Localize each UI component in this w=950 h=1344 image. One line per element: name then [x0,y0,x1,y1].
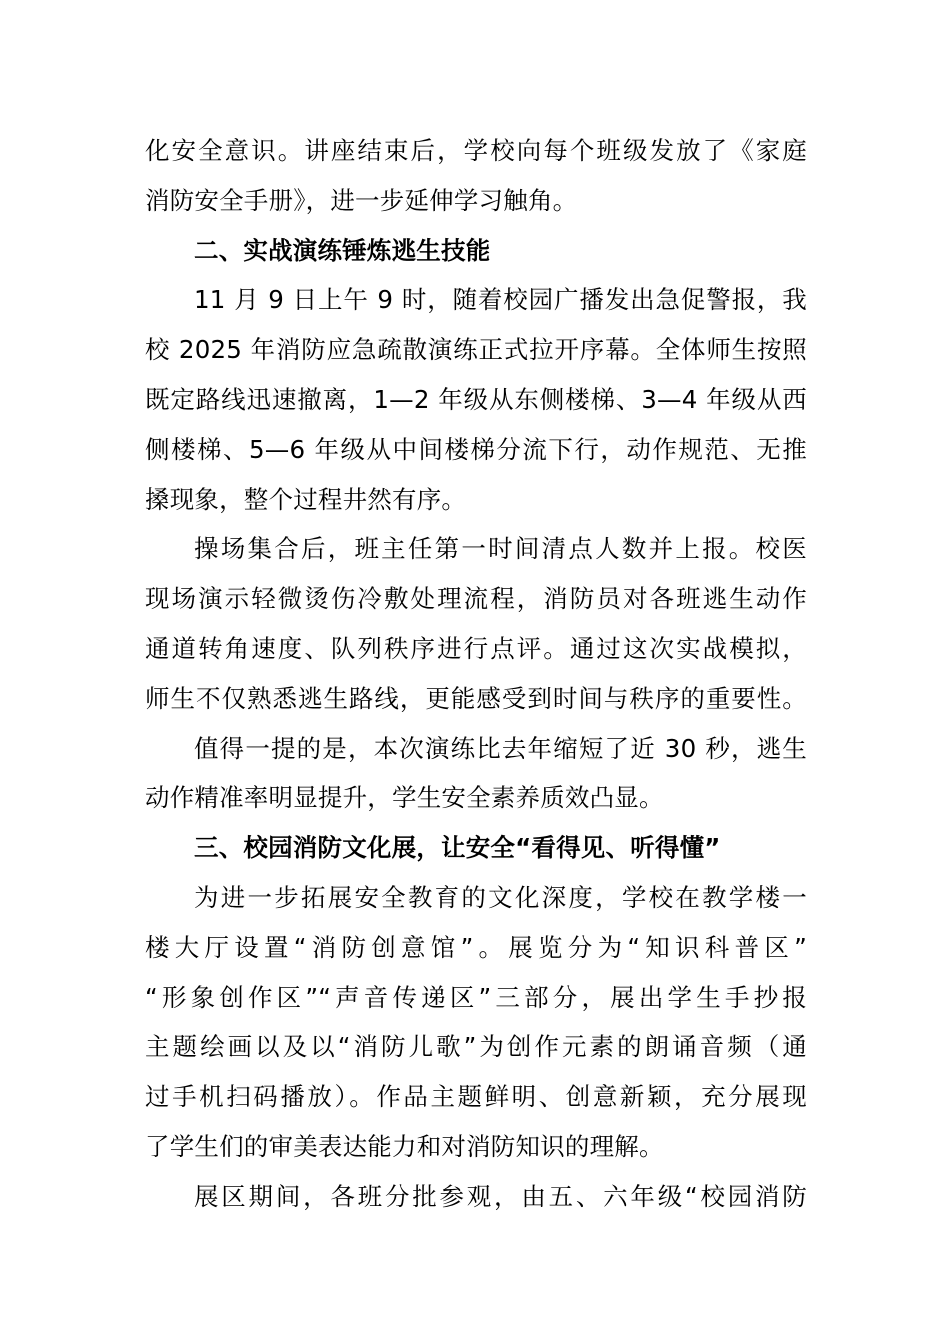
paragraph-line: 主题绘画以及以“消防儿歌”为创作元素的朗诵音频（通 [145,1032,807,1062]
paragraph-line: 既定路线迅速撤离，1—2 年级从东侧楼梯、3—4 年级从西 [145,384,807,414]
paragraph-line: 校 2025 年消防应急疏散演练正式拉开序幕。全体师生按照 [145,335,807,365]
paragraph-line: 过手机扫码播放）。作品主题鲜明、创意新颖，充分展现 [145,1082,807,1112]
paragraph-line: 师生不仅熟悉逃生路线，更能感受到时间与秩序的重要性。 [145,683,807,713]
paragraph-line: 通道转角速度、队列秩序进行点评。通过这次实战模拟， [145,633,807,663]
paragraph-line: 动作精准率明显提升，学生安全素养质效凸显。 [145,783,664,813]
section-heading-3: 三、校园消防文化展，让安全“看得见、听得懂” [194,833,721,863]
paragraph-line: 化安全意识。讲座结束后，学校向每个班级发放了《家庭 [145,136,807,165]
paragraph-line: 现场演示轻微烫伤冷敷处理流程，消防员对各班逃生动作 [145,584,807,614]
paragraph-line: 侧楼梯、5—6 年级从中间楼梯分流下行，动作规范、无推 [145,434,807,464]
paragraph-line: “形象创作区”“声音传递区”三部分，展出学生手抄报 [145,982,807,1012]
paragraph-line: 值得一提的是，本次演练比去年缩短了近 30 秒，逃生 [194,733,807,763]
document-page [145,126,807,1222]
paragraph-line: 楼大厅设置“消防创意馆”。展览分为“知识科普区” [145,932,807,962]
paragraph-line: 操场集合后，班主任第一时间清点人数并上报。校医 [194,534,807,564]
paragraph-line: 为进一步拓展安全教育的文化深度，学校在教学楼一 [194,882,807,912]
paragraph-line: 消防安全手册》，进一步延伸学习触角。 [145,185,578,215]
paragraph-line: 了学生们的审美表达能力和对消防知识的理解。 [145,1131,664,1161]
paragraph-line: 展区期间，各班分批参观，由五、六年级“校园消防 [194,1181,807,1211]
paragraph-line: 搡现象，整个过程井然有序。 [145,484,467,514]
paragraph-line: 11 月 9 日上午 9 时，随着校园广播发出急促警报，我 [194,285,807,315]
section-heading-2: 二、实战演练锤炼逃生技能 [194,235,491,265]
